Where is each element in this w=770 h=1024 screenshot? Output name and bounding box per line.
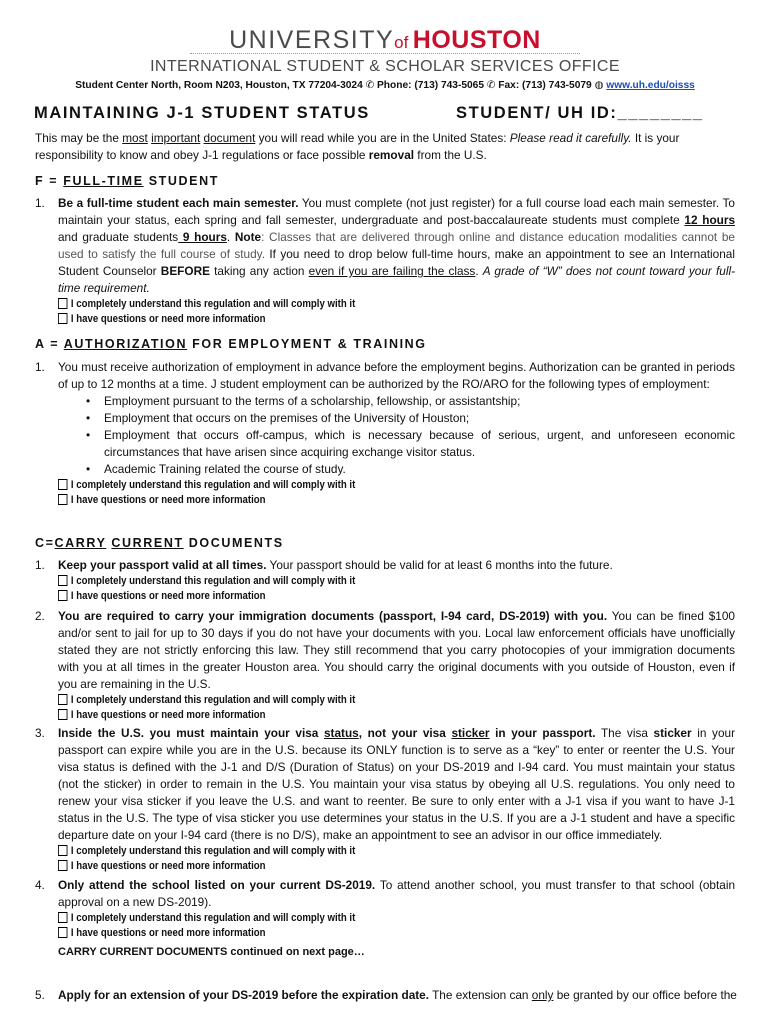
item-number: 1. bbox=[35, 196, 45, 210]
fax: Fax: (713) 743-5079 bbox=[498, 80, 592, 91]
section-heading-full-time: F = FULL-TIME STUDENT bbox=[35, 174, 219, 188]
checkbox-box[interactable] bbox=[58, 845, 67, 856]
questions-checkbox[interactable]: I have questions or need more information bbox=[58, 312, 640, 327]
university-logo: UNIVERSITYof HOUSTON bbox=[229, 26, 541, 54]
comply-checkbox[interactable]: I completely understand this regulation and will comply with it bbox=[58, 297, 640, 312]
list-item: • Employment that occurs on the premises of the University of Houston; bbox=[104, 410, 735, 427]
questions-checkbox[interactable]: I have questions or need more information bbox=[58, 589, 640, 604]
list-item: • Employment pursuant to the terms of a scholarship, fellowship, or assistantship; bbox=[104, 393, 735, 410]
item-number: 1. bbox=[35, 360, 45, 374]
checkbox-box[interactable] bbox=[58, 494, 67, 505]
comply-checkbox[interactable]: I completely understand this regulation and will comply with it bbox=[58, 574, 640, 589]
school-attendance: Only attend the school listed on your current DS-2019. To attend another school, you must transfer to that school (obtain approval on a new DS-2019). I completely understand this regulation and will comply with it I have questions or need more information bbox=[58, 878, 736, 939]
phone: Phone: (713) 743-5065 bbox=[377, 80, 485, 91]
fax-icon: ✆ bbox=[486, 80, 496, 91]
list-item: • Academic Training related the course of study. bbox=[104, 461, 735, 478]
questions-checkbox[interactable]: I have questions or need more information bbox=[58, 493, 640, 508]
item-number: 2. bbox=[35, 609, 45, 623]
comply-checkbox[interactable]: I completely understand this regulation and will comply with it bbox=[58, 911, 640, 926]
header-divider bbox=[190, 53, 580, 54]
checkbox-box[interactable] bbox=[58, 313, 67, 324]
comply-checkbox[interactable]: I completely understand this regulation and will comply with it bbox=[58, 844, 640, 859]
section-heading-employment: A = AUTHORIZATION FOR EMPLOYMENT & TRAINING bbox=[35, 337, 427, 351]
checkbox-box[interactable] bbox=[58, 575, 67, 586]
item-number: 1. bbox=[35, 558, 45, 572]
questions-checkbox[interactable]: I have questions or need more information bbox=[58, 708, 640, 723]
student-id-field: STUDENT/ UH ID:________ bbox=[456, 104, 704, 122]
item-number: 4. bbox=[35, 878, 45, 892]
extension-application: Apply for an extension of your DS-2019 before the expiration date. The extension can only be granted by our office before the bbox=[58, 988, 737, 1002]
checkbox-box[interactable] bbox=[58, 479, 67, 490]
visa-status: Inside the U.S. you must maintain your visa status, not your visa sticker in your passport. The visa sticker in your passport can expire while you are in the U.S. because its ONLY function is to serve as a “key” to enter or reenter the U.S. Your visa status is defined with the J-1 and D/S (Duration of Status) on your DS-2019 and I-94 card. You must maintain your status (not the sticker) in order to remain in the U.S. You maintain your visa status by obeying all U.S. regulations. You only need to renew your visa sticker if you leave the U.S. and want to reenter. Be sure to only enter with a J-1 visa if you want to have J-1 status in the U.S. The type of visa sticker you use determines your status in the U.S. If you are a J-1 student and have a specific departure date on your I-94 card (there is no D/S), make an appointment to see an advisor in our office immediately. I completely understand this regulation and will comply with it I have questions or need more information bbox=[58, 726, 735, 872]
phone-icon: ✆ bbox=[365, 80, 375, 91]
address: Student Center North, Room N203, Houston, TX 77204-3024 bbox=[75, 80, 363, 91]
comply-checkbox[interactable]: I completely understand this regulation and will comply with it bbox=[58, 478, 640, 493]
comply-checkbox[interactable]: I completely understand this regulation and will comply with it bbox=[58, 693, 640, 708]
item-number: 5. bbox=[35, 988, 45, 1002]
checkbox-box[interactable] bbox=[58, 590, 67, 601]
document-title: MAINTAINING J-1 STUDENT STATUS bbox=[34, 104, 370, 122]
questions-checkbox[interactable]: I have questions or need more information bbox=[58, 859, 640, 874]
continued-note: CARRY CURRENT DOCUMENTS continued on next page… bbox=[58, 946, 365, 958]
globe-icon: ◍ bbox=[594, 80, 604, 91]
office-name: INTERNATIONAL STUDENT & SCHOLAR SERVICES OFFICE bbox=[150, 58, 620, 75]
checkbox-box[interactable] bbox=[58, 694, 67, 705]
item-number: 3. bbox=[35, 726, 45, 740]
carry-documents: You are required to carry your immigration documents (passport, I-94 card, DS-2019) with you. You can be fined $100 and/or sent to jail for up to 30 days if you do not have your documents with you. Local law enforcement officials have unofficially stated they are not strictly enforcing this law. They still recommend that you carry photocopies of your immigration documents with you at all times in the greater Houston area. You should carry the original documents with you outside of Houston, even if you are remaining in the U.S. I completely understand this regulation and will comply with it I have questions or need more information bbox=[58, 609, 735, 721]
employment-types-list bbox=[58, 393, 735, 478]
contact-line bbox=[0, 80, 770, 91]
website-link[interactable]: www.uh.edu/oisss bbox=[606, 80, 695, 91]
intro-paragraph: This may be the most important document you will read while you are in the United States: Please read it carefully. It is your responsibility to know and obey J-1 regulations or face possible removal from the U.S. bbox=[35, 131, 680, 162]
checkbox-box[interactable] bbox=[58, 912, 67, 923]
checkbox-box[interactable] bbox=[58, 298, 67, 309]
full-time-requirement: Be a full-time student each main semester. You must complete (not just register) for a full course load each main semester. To maintain your status, each spring and fall semester, undergraduate and post-baccalaureate students must complete 12 hours and graduate students 9 hours. Note: Classes that are delivered through online and distance education modalities cannot be used to satisfy the full course of study. If you need to drop below full-time hours, make an appointment to see an International Student Counselor BEFORE taking any action even if you are failing the class. A grade of “W” does not count toward your full-time requirement. I completely understand this regulation and will comply with it I have questions or need more information bbox=[58, 196, 736, 325]
section-heading-documents: C=CARRY CURRENT DOCUMENTS bbox=[35, 536, 284, 550]
employment-authorization: You must receive authorization of employment in advance before the employment begins. Authorization can be granted in periods of up to 12 months at a time. J student employment can be authorized by the RO/ARO for the following types of employment: • Employment pursuant to the terms of a scholarship, fellowship, or assistantship; • Employment that occurs on the premises of the University of Houston; • Employment that occurs off-campus, which is necessary because of serious, urgent, and unforeseen economic circumstances that have arisen since acquiring exchange visitor status. • Academic Training related the course of study. I completely understand this regulation and will comply with it I have questions or need more information bbox=[58, 359, 735, 508]
checkbox-box[interactable] bbox=[58, 860, 67, 871]
checkbox-box[interactable] bbox=[58, 709, 67, 720]
list-item: • Employment that occurs off-campus, which is necessary because of serious, urgent, and unforeseen economic circumstances that have arisen since acquiring exchange visitor status. bbox=[104, 427, 735, 461]
passport-validity: Keep your passport valid at all times. Your passport should be valid for at least 6 months into the future. I completely understand this regulation and will comply with it I have questions or need more information bbox=[58, 557, 735, 604]
checkbox-box[interactable] bbox=[58, 927, 67, 938]
questions-checkbox[interactable]: I have questions or need more information bbox=[58, 926, 640, 941]
